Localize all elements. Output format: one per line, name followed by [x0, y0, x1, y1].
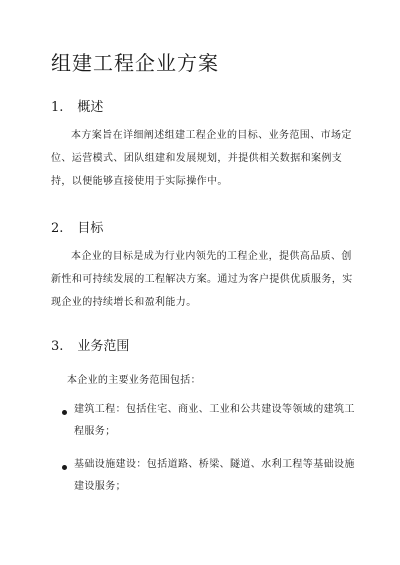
- section-number: 1.: [51, 100, 64, 115]
- document-title: 组建工程企业方案: [51, 51, 219, 75]
- section-title: 目标: [77, 221, 104, 236]
- section-number: 3.: [51, 339, 64, 354]
- section-heading-goal: [51, 217, 103, 236]
- section-heading-business-scope: [51, 335, 129, 354]
- section-number: 2.: [51, 221, 64, 236]
- bullet-item: 基础设施建设：包括道路、桥梁、隧道、水利工程等基础设施建设服务；: [74, 459, 355, 492]
- section-paragraph-goal: 本企业的目标是成为行业内领先的工程企业，提供高品质、创新性和可持续发展的工程解决方案。通过为客户提供优质服务，实现企业的持续增长和盈利能力。: [51, 251, 353, 308]
- bullet-item: 建筑工程：包括住宅、商业、工业和公共建设等领域的建筑工程服务；: [74, 404, 355, 437]
- bullet-dot: [62, 465, 67, 470]
- section-heading-overview: [51, 96, 103, 115]
- section-title: 概述: [77, 100, 104, 115]
- bullet-dot: [62, 410, 67, 415]
- section-paragraph-overview: 本方案旨在详细阐述组建工程企业的目标、业务范围、市场定位、运营模式、团队组建和发展规划，并提供相关数据和案例支持，以便能够直接使用于实际操作中。: [51, 130, 352, 187]
- section-title: 业务范围: [77, 339, 130, 354]
- section-intro-business-scope: 本企业的主要业务范围包括：: [67, 375, 201, 386]
